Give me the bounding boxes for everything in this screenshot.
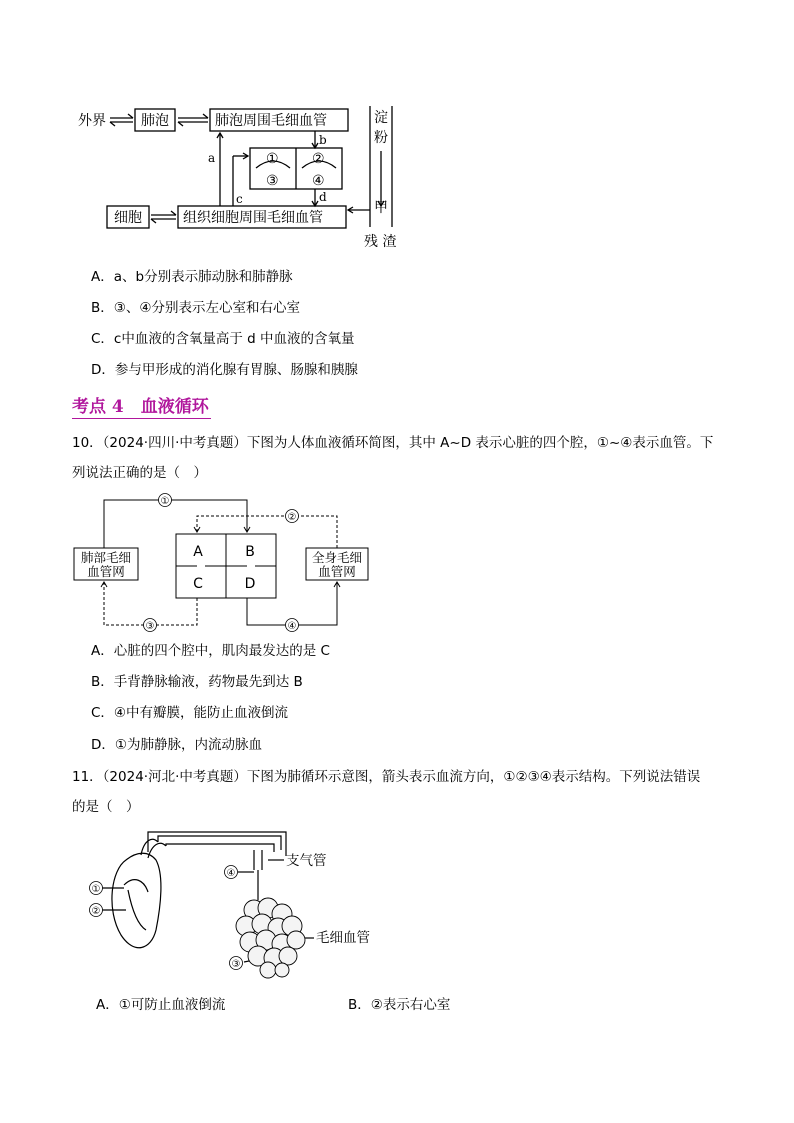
tissue-capillary-label: 组织细胞周围毛细血管 [183,210,323,226]
chamber-2: ② [312,151,325,167]
label-a: a [208,151,216,165]
chamber-4: ④ [312,173,325,189]
label-c: c [236,192,243,206]
vessel-4-label: ④ [287,621,297,632]
starch-label-1: 淀 [374,110,388,126]
q9-option-d: D．参与甲形成的消化腺有胃腺、肠腺和胰腺 [91,362,358,378]
q10-option-d: D．①为肺静脉，内流动脉血 [91,737,262,753]
structure-2-label: ② [91,906,101,917]
capillary-label: 毛细血管 [316,930,370,946]
body-capillary-label-2: 血管网 [318,564,356,579]
q9-option-c: C．c中血液的含氧量高于 d 中血液的含氧量 [91,331,355,347]
q10-option-a: A．心脏的四个腔中，肌肉最发达的是 C [91,643,330,659]
lung-capillary-label-1: 肺部毛细 [80,550,132,565]
pulmonary-circulation-diagram [86,830,406,980]
blood-circulation-diagram [70,490,380,635]
q9-option-a: A．a、b分别表示肺动脉和肺静脉 [91,269,293,285]
chamber-1: ① [266,151,279,167]
label-b: b [319,133,327,147]
body-capillary-label-1: 全身毛细 [311,550,363,565]
q10-stem-line1: 10．（2024·四川·中考真题）下图为人体血液循环简图，其中 A~D 表示心脏的四个腔，①~④表示血管。下 [72,435,714,451]
vessel-2-label: ② [287,512,297,523]
bronchus-label: 支气管 [286,853,327,869]
chamber-b: B [245,544,255,560]
residue-label: 残 渣 [364,234,397,250]
q10-option-b: B．手背静脉输液，药物最先到达 B [91,674,303,690]
heart-outline [112,853,161,948]
lung-capillary-label-2: 血管网 [87,564,125,579]
q11-option-b: B．②表示右心室 [348,997,451,1013]
structure-1-label: ① [91,884,101,895]
vessel-1-label: ① [160,496,170,507]
chamber-3: ③ [266,173,279,189]
q10-option-c: C．④中有瓣膜，能防止血液倒流 [91,705,289,721]
q11-stem-line1: 11．（2024·河北·中考真题）下图为肺循环示意图，箭头表示血流方向，①②③④表示结构。下列说法错误 [72,769,701,785]
vessel-3-label: ③ [145,621,155,632]
q9-option-b: B．③、④分别表示左心室和右心室 [91,300,300,316]
label-d: d [319,190,327,204]
cell-label: 细胞 [114,210,142,226]
structure-4-label: ④ [226,868,236,879]
section-title: 考点 4 血液循环 [72,397,209,417]
q11-option-a: A．①可防止血液倒流 [96,997,226,1013]
alveoli-label: 肺泡 [141,113,169,129]
outside-label: 外界 [78,113,106,129]
chamber-d: D [244,576,256,592]
q10-stem-line2: 列说法正确的是（ ） [72,465,207,481]
alveoli-capillary-label: 肺泡周围毛细血管 [215,113,327,129]
q11-stem-line2: 的是（ ） [72,799,140,815]
jia-label: 甲 [374,200,388,216]
circulation-exchange-diagram [70,96,410,254]
chamber-a: A [193,544,203,560]
alveoli-cluster [236,898,305,978]
starch-label-2: 粉 [374,130,388,146]
structure-3-label: ③ [231,959,241,970]
chamber-c: C [193,576,203,592]
